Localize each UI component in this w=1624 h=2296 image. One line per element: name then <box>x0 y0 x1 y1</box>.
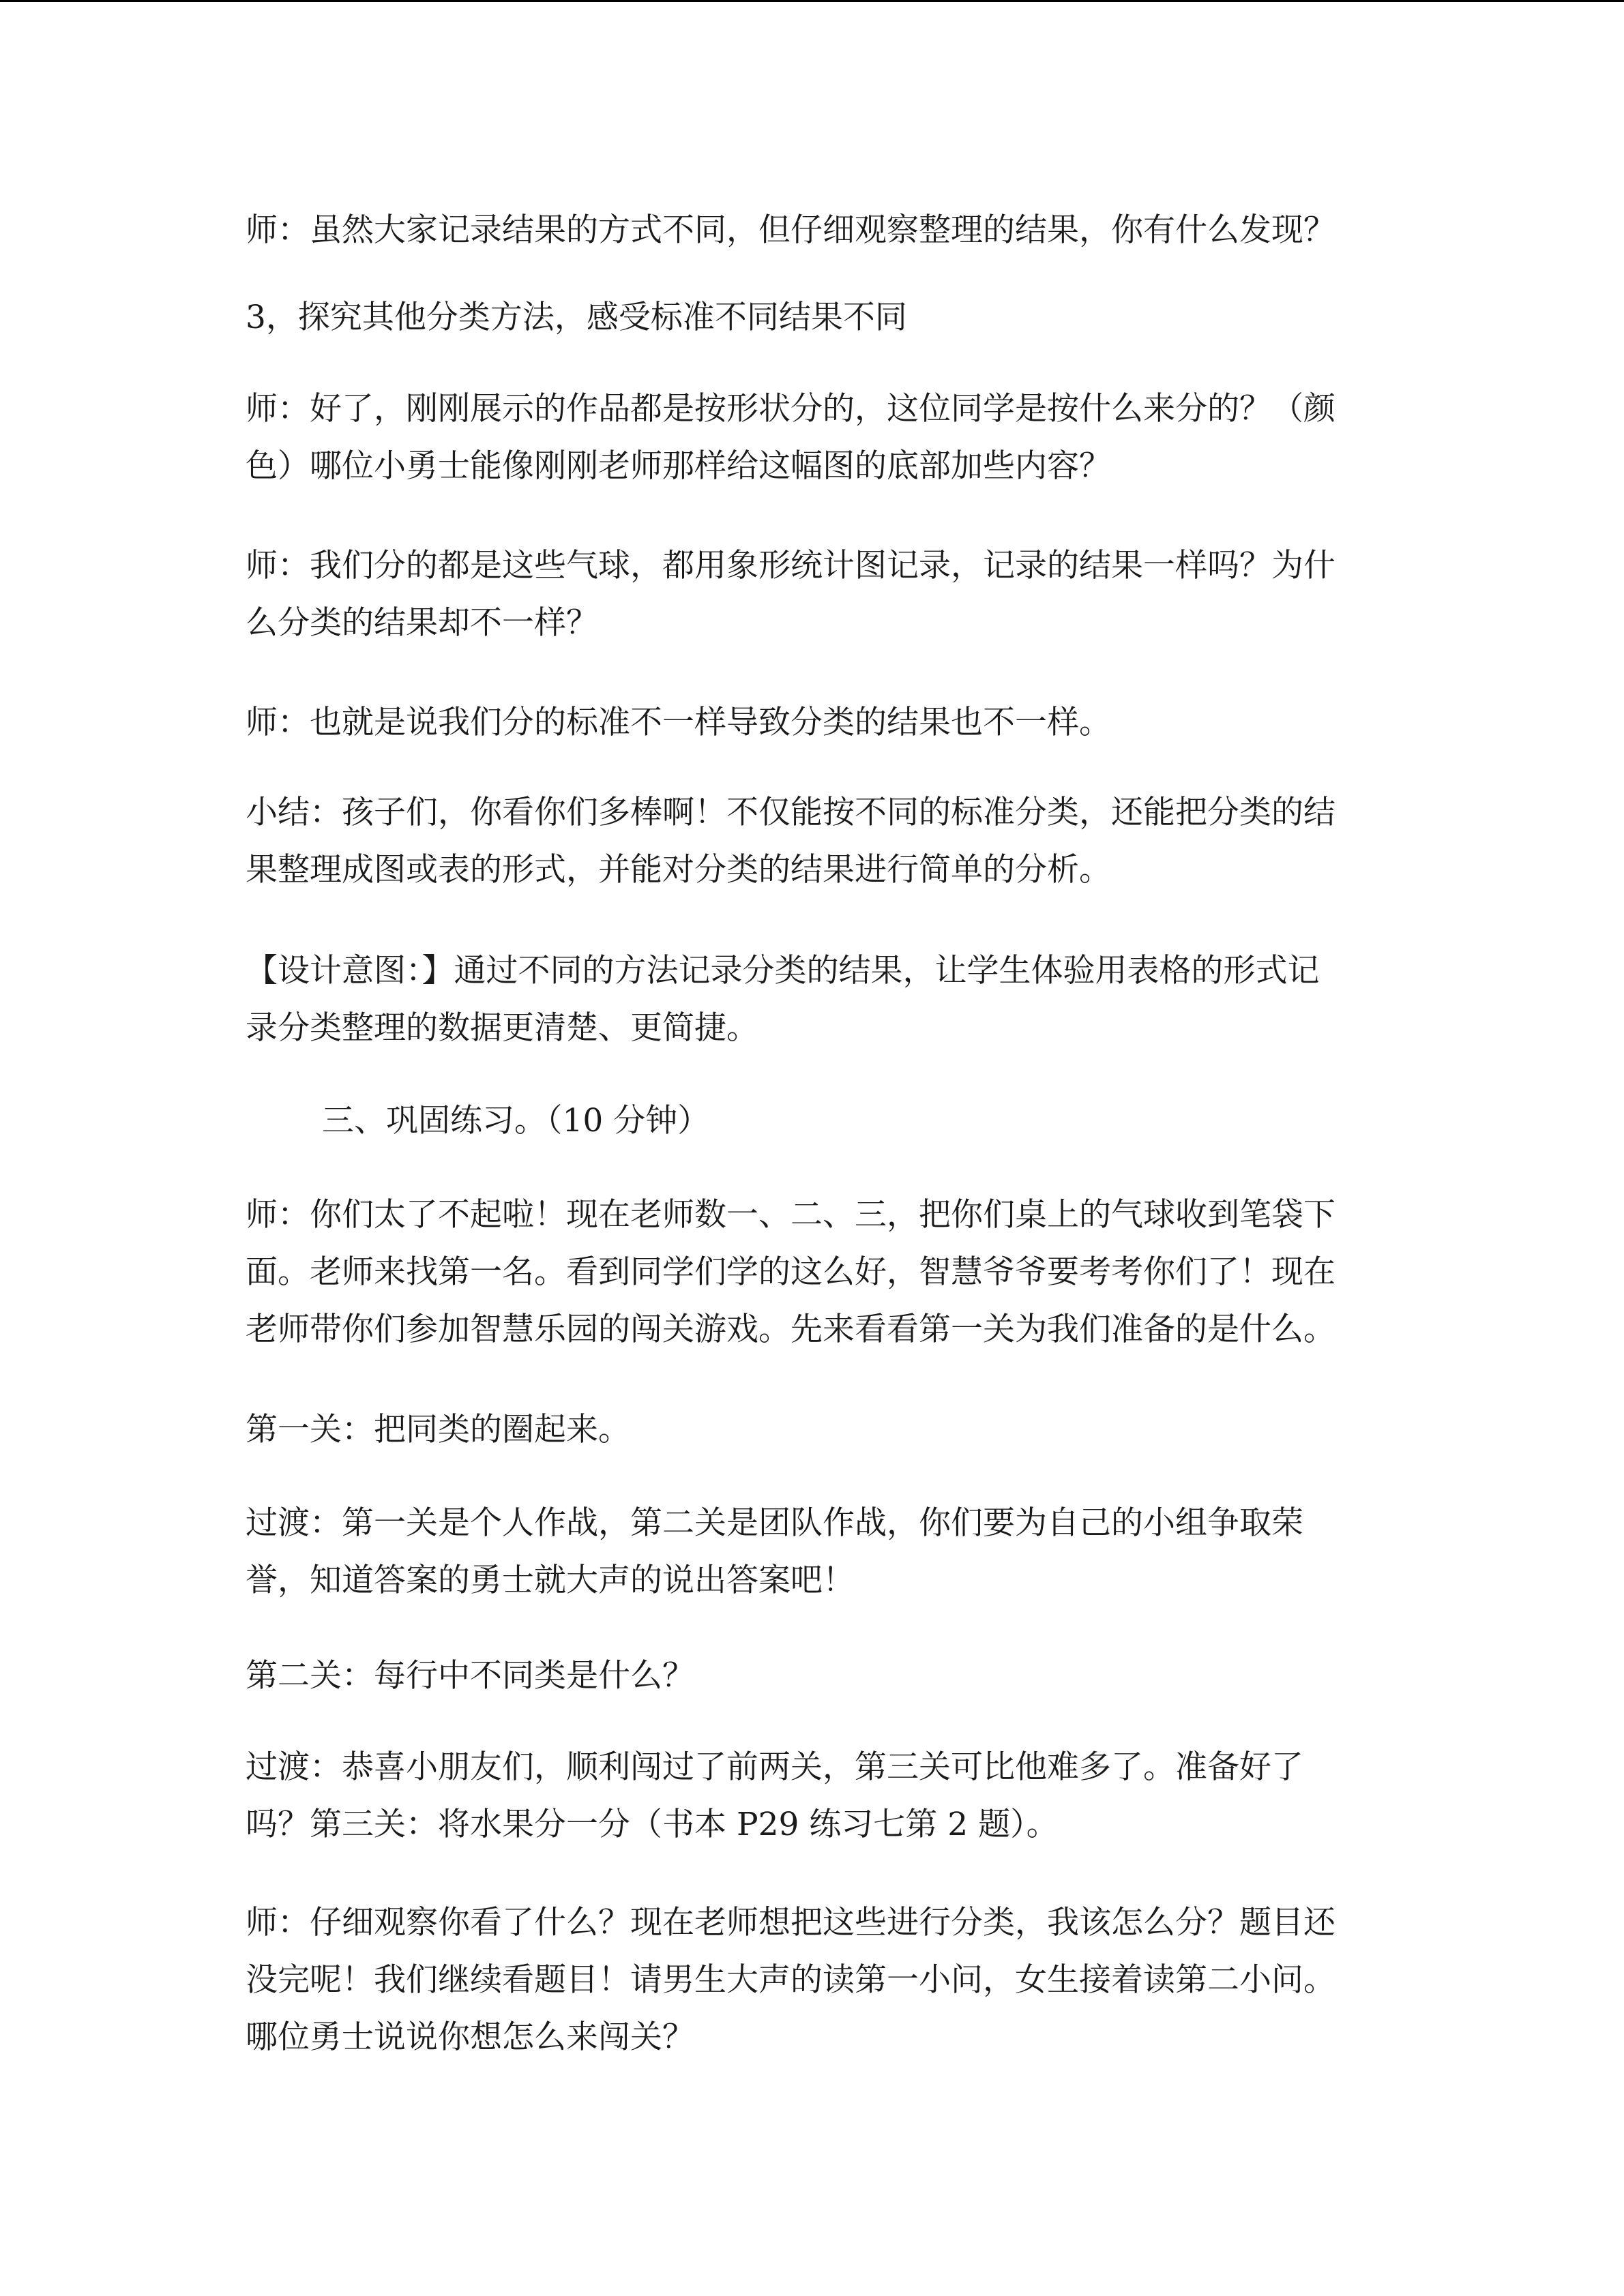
paragraph-teacher-standard <box>246 694 1371 751</box>
paragraph-transition-two <box>246 1739 1371 1853</box>
text-line: 师：虽然大家记录结果的方式不同，但仔细观察整理的结果，你有什么发现？ <box>246 211 1335 249</box>
text-line: 3，探究其他分类方法，感受标准不同结果不同 <box>246 299 907 336</box>
text-line: 三、巩固练习。（10 分钟） <box>322 1102 710 1139</box>
paragraph-level-one <box>246 1401 1371 1459</box>
text-line: 吗？第三关：将水果分一分（书本 P29 练习七第 2 题）。 <box>246 1806 1059 1843</box>
text-line: 【设计意图：】通过不同的方法记录分类的结果，让学生体验用表格的形式记 <box>246 952 1320 989</box>
text-line: 师：仔细观察你看了什么？现在老师想把这些进行分类，我该怎么分？题目还 <box>246 1904 1335 1941</box>
paragraph-teacher-observation <box>246 202 1371 259</box>
text-line: 面。老师来找第一名。看到同学们学的这么好，智慧爷爷要考考你们了！现在 <box>246 1253 1335 1291</box>
paragraph-teacher-shape <box>246 381 1371 495</box>
text-line: 第一关：把同类的圈起来。 <box>246 1411 630 1448</box>
text-line: 师：你们太了不起啦！现在老师数一、二、三，把你们桌上的气球收到笔袋下 <box>246 1196 1335 1234</box>
paragraph-level-two <box>246 1648 1371 1705</box>
paragraph-transition-one <box>246 1495 1371 1609</box>
text-line: 第二关：每行中不同类是什么？ <box>246 1657 694 1695</box>
text-line: 誉，知道答案的勇士就大声的说出答案吧！ <box>246 1562 855 1599</box>
text-line: 么分类的结果却不一样？ <box>246 604 598 642</box>
paragraph-teacher-balloons <box>246 537 1371 652</box>
paragraph-summary <box>246 784 1371 899</box>
text-line: 老师带你们参加智慧乐园的闯关游戏。先来看看第一关为我们准备的是什么。 <box>246 1311 1335 1348</box>
paragraph-teacher-observe <box>246 1894 1371 2066</box>
text-line: 果整理成图或表的形式，并能对分类的结果进行简单的分析。 <box>246 851 1111 889</box>
text-line: 色）哪位小勇士能像刚刚老师那样给这幅图的底部加些内容？ <box>246 447 1111 485</box>
text-line: 没完呢！我们继续看题目！请男生大声的读第一小问，女生接着读第二小问。 <box>246 1961 1335 1999</box>
text-line: 哪位勇士说说你想怎么来闯关？ <box>246 2018 694 2056</box>
text-line: 过渡：恭喜小朋友们，顺利闯过了前两关，第三关可比他难多了。准备好了 <box>246 1748 1303 1786</box>
text-line: 小结：孩子们，你看你们多棒啊！不仅能按不同的标准分类，还能把分类的结 <box>246 794 1335 831</box>
text-line: 师：也就是说我们分的标准不一样导致分类的结果也不一样。 <box>246 704 1111 741</box>
text-line: 师：我们分的都是这些气球，都用象形统计图记录，记录的结果一样吗？为什 <box>246 547 1335 584</box>
paragraph-section-3-heading <box>246 289 1371 346</box>
paragraph-design-intent <box>246 942 1371 1057</box>
text-line: 录分类整理的数据更清楚、更简捷。 <box>246 1009 758 1047</box>
section-heading-practice <box>322 1092 1447 1150</box>
text-line: 过渡：第一关是个人作战，第二关是团队作战，你们要为自己的小组争取荣 <box>246 1504 1303 1542</box>
text-line: 师：好了，刚刚展示的作品都是按形状分的，这位同学是按什么来分的？（颜 <box>246 390 1335 428</box>
paragraph-teacher-game <box>246 1187 1371 1358</box>
